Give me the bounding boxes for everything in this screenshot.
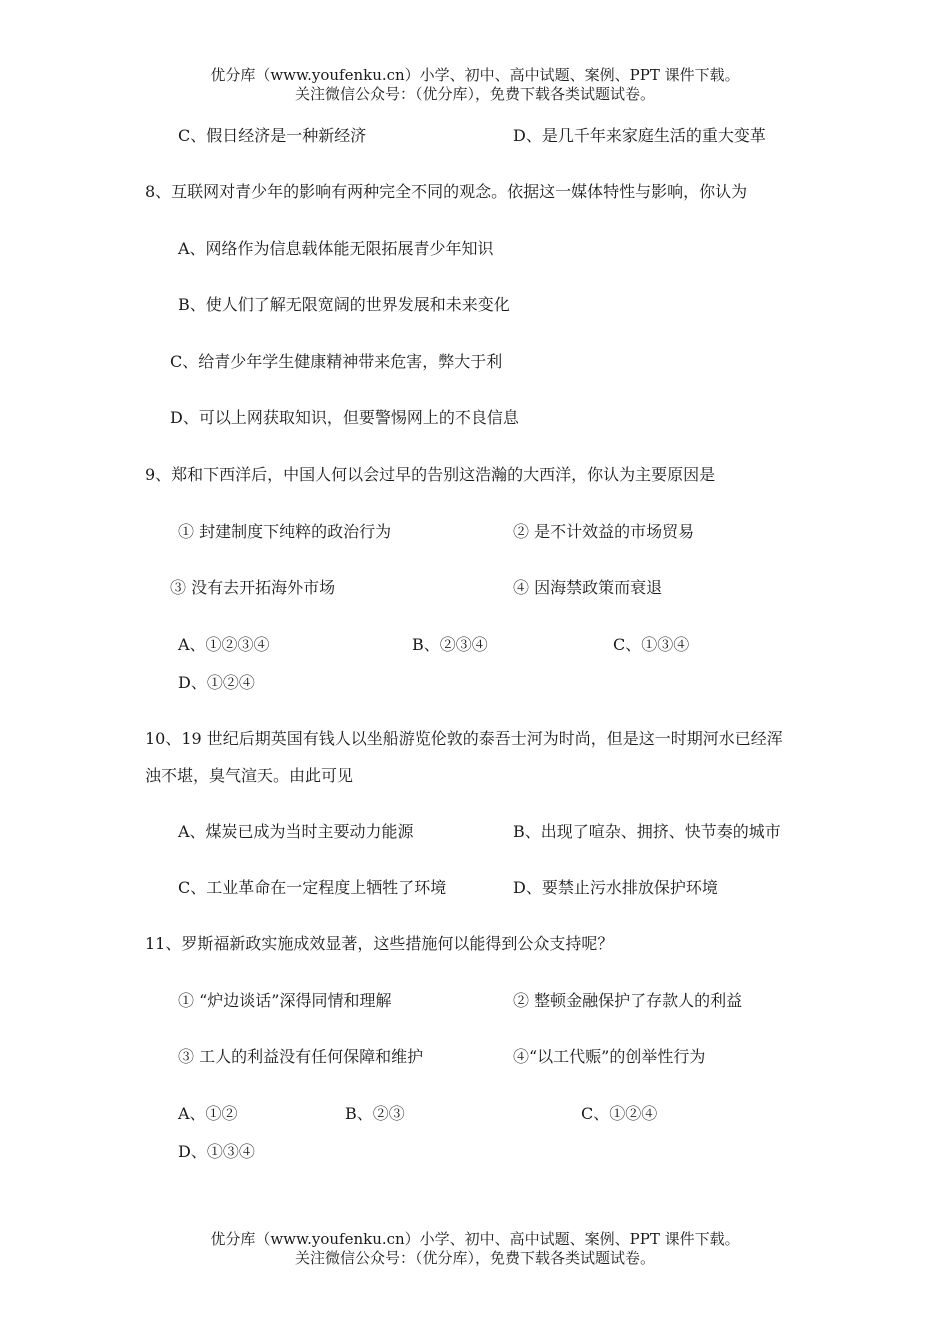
header-line-1: 优分库（www.youfenku.cn）小学、初中、高中试题、案例、PPT 课件下载。 — [210, 66, 740, 84]
q11-option-b: B、②③ — [345, 1104, 405, 1123]
q7-option-d: D、是几千年来家庭生活的重大变革 — [513, 126, 766, 145]
q8-stem: 8、互联网对青少年的影响有两种完全不同的观念。依据这一媒体特性与影响，你认为 — [145, 182, 748, 201]
q11-item-1: ① “炉边谈话”深得同情和理解 — [178, 991, 392, 1010]
q7-option-c: C、假日经济是一种新经济 — [178, 126, 367, 145]
q10-option-a: A、煤炭已成为当时主要动力能源 — [178, 822, 414, 841]
q10-stem-line-2: 浊不堪，臭气渲天。由此可见 — [145, 766, 354, 785]
q10-option-c: C、工业革命在一定程度上牺牲了环境 — [178, 878, 447, 897]
header-line-2: 关注微信公众号：（优分库），免费下载各类试题试卷。 — [294, 85, 655, 103]
q11-option-a: A、①② — [178, 1104, 238, 1123]
q9-option-c: C、①③④ — [613, 635, 690, 654]
footer-line-1: 优分库（www.youfenku.cn）小学、初中、高中试题、案例、PPT 课件下载。 — [210, 1230, 740, 1248]
q11-item-4: ④“以工代赈”的创举性行为 — [513, 1047, 706, 1066]
q9-item-4: ④ 因海禁政策而衰退 — [513, 578, 663, 597]
q11-item-2: ② 整顿金融保护了存款人的利益 — [513, 991, 743, 1010]
q10-option-b: B、出现了喧杂、拥挤、快节奏的城市 — [513, 822, 781, 841]
q11-option-d: D、①③④ — [178, 1142, 255, 1161]
q9-item-2: ② 是不计效益的市场贸易 — [513, 522, 695, 541]
q10-option-d: D、要禁止污水排放保护环境 — [513, 878, 718, 897]
q10-stem-line-1: 10、19 世纪后期英国有钱人以坐船游览伦敦的泰吾士河为时尚，但是这一时期河水已经浑 — [145, 729, 783, 748]
q11-item-3: ③ 工人的利益没有任何保障和维护 — [178, 1047, 424, 1066]
q9-option-d: D、①②④ — [178, 673, 255, 692]
q8-option-b: B、使人们了解无限宽阔的世界发展和未来变化 — [178, 295, 510, 314]
q8-option-d: D、可以上网获取知识，但要警惕网上的不良信息 — [170, 408, 519, 427]
q9-stem: 9、郑和下西洋后，中国人何以会过早的告别这浩瀚的大西洋，你认为主要原因是 — [145, 465, 716, 484]
q9-item-3: ③ 没有去开拓海外市场 — [170, 578, 336, 597]
q11-option-c: C、①②④ — [581, 1104, 658, 1123]
q8-option-a: A、网络作为信息载体能无限拓展青少年知识 — [178, 239, 494, 258]
q9-option-a: A、①②③④ — [178, 635, 270, 654]
footer-line-2: 关注微信公众号：（优分库），免费下载各类试题试卷。 — [294, 1249, 655, 1267]
q11-stem: 11、罗斯福新政实施成效显著，这些措施何以能得到公众支持呢？ — [145, 934, 614, 953]
q9-item-1: ① 封建制度下纯粹的政治行为 — [178, 522, 392, 541]
q9-option-b: B、②③④ — [412, 635, 488, 654]
q8-option-c: C、给青少年学生健康精神带来危害，弊大于利 — [170, 352, 503, 371]
